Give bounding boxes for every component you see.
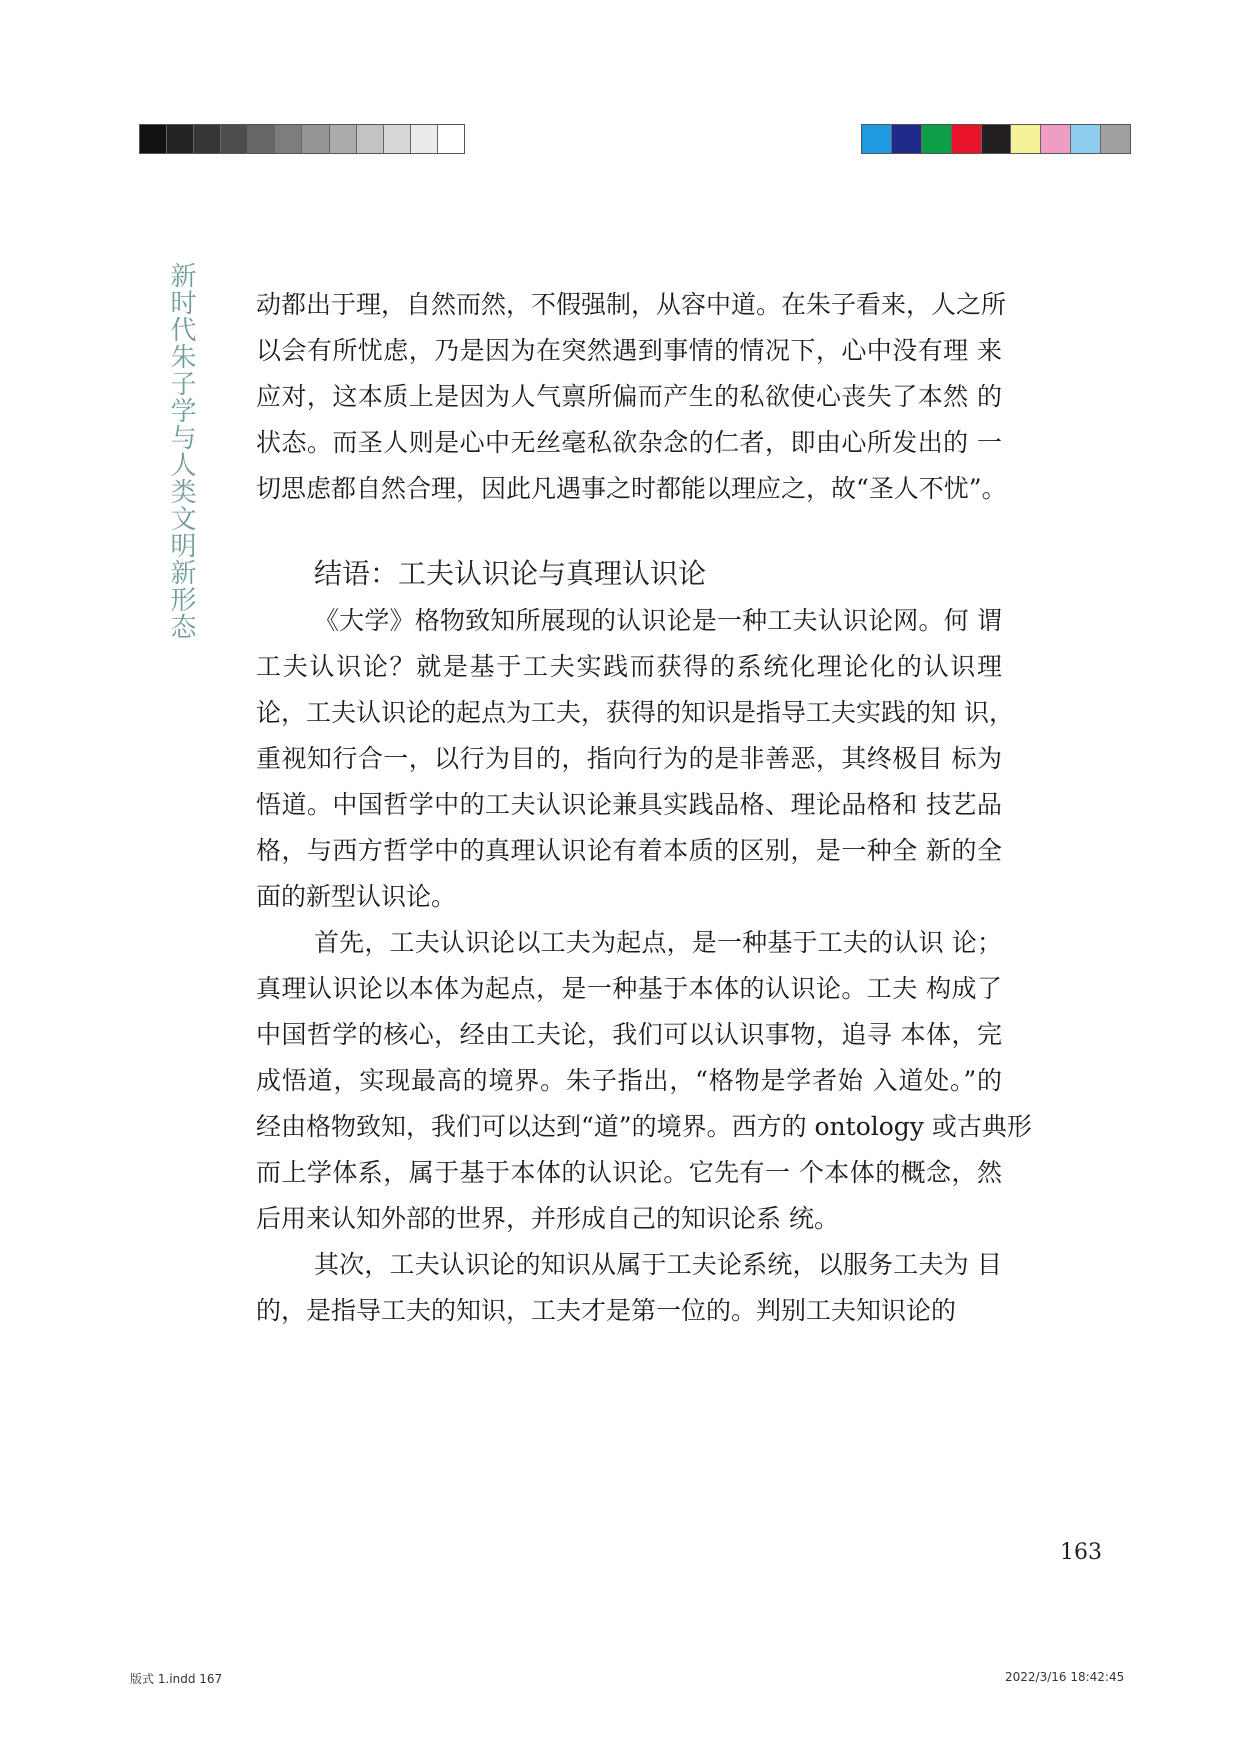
text-line: 中国哲学的核心，经由工夫论，我们可以认识事物，追寻 本体，完 — [256, 1020, 1002, 1049]
calibration-swatch — [194, 125, 221, 153]
calibration-swatch — [1011, 125, 1041, 153]
section-heading: 结语：工夫认识论与真理认识论 — [314, 557, 707, 590]
text-line: 的，是指导工夫的知识，工夫才是第一位的。判别工夫知识论的 — [256, 1296, 957, 1325]
calibration-swatch — [275, 125, 302, 153]
paragraph-1 — [256, 282, 1007, 512]
calibration-swatch — [1071, 125, 1101, 153]
text-line: 重视知行合一，以行为目的，指向行为的是非善恶，其终极目 标为 — [256, 744, 1002, 773]
footer-timestamp: 2022/3/16 18:42:45 — [1005, 1670, 1125, 1684]
grayscale-calibration-bar — [139, 124, 465, 154]
text-line: 动都出于理，自然而然，不假强制，从容中道。在朱子看来，人之所 — [256, 290, 1007, 319]
text-line: 《大学》格物致知所展现的认识论是一种工夫认识论网。何 谓 — [314, 606, 1002, 635]
body-text — [256, 282, 1032, 1334]
calibration-swatch — [357, 125, 384, 153]
color-calibration-bar — [861, 124, 1131, 154]
footer-file-name: 版式 1.indd 167 — [130, 1672, 223, 1686]
text-line: 真理认识论以本体为起点，是一种基于本体的认识论。工夫 构成了 — [256, 974, 1002, 1003]
page-number: 163 — [1060, 1540, 1102, 1565]
calibration-swatch — [892, 125, 922, 153]
calibration-swatch — [302, 125, 329, 153]
calibration-swatch — [248, 125, 275, 153]
paragraph-3 — [256, 920, 1032, 1242]
text-line: 格，与西方哲学中的真理认识论有着本质的区别，是一种全 新的全 — [256, 836, 1002, 865]
calibration-swatch — [862, 125, 892, 153]
text-line: 首先，工夫认识论以工夫为起点，是一种基于工夫的认识 论； — [314, 928, 1002, 957]
text-line: 经由格物致知，我们可以达到“道”的境界。西方的 ontology 或古典形 — [256, 1112, 1032, 1141]
calibration-swatch — [411, 125, 438, 153]
text-line: 悟道。中国哲学中的工夫认识论兼具实践品格、理论品格和 技艺品 — [256, 790, 1002, 819]
calibration-swatch — [438, 125, 464, 153]
text-line: 后用来认知外部的世界，并形成自己的知识论系 统。 — [256, 1204, 839, 1233]
running-head-vertical-title: 新时代朱子学与人类文明新形态 — [166, 262, 196, 640]
text-line: 其次，工夫认识论的知识从属于工夫论系统，以服务工夫为 目 — [314, 1250, 1002, 1279]
calibration-swatch — [922, 125, 952, 153]
text-line: 论，工夫认识论的起点为工夫，获得的知识是指导工夫实践的知 识， — [256, 698, 1014, 727]
calibration-swatch — [952, 125, 982, 153]
paragraph-4 — [256, 1242, 1002, 1334]
text-line: 成悟道，实现最高的境界。朱子指出，“格物是学者始 入道处。”的 — [256, 1066, 1002, 1095]
text-line: 工夫认识论？就是基于工夫实践而获得的系统化理论化的认识理 — [256, 652, 1002, 681]
calibration-swatch — [167, 125, 194, 153]
calibration-swatch — [1101, 125, 1130, 153]
calibration-swatch — [330, 125, 357, 153]
text-line: 切思虑都自然合理，因此凡遇事之时都能以理应之，故“圣人不忧”。 — [256, 474, 1007, 503]
calibration-swatch — [1041, 125, 1071, 153]
calibration-swatch — [140, 125, 167, 153]
calibration-swatch — [221, 125, 248, 153]
calibration-swatch — [982, 125, 1012, 153]
text-line: 应对，这本质上是因为人气禀所偏而产生的私欲使心丧失了本然 的 — [256, 382, 1002, 411]
text-line: 而上学体系，属于基于本体的认识论。它先有一 个本体的概念，然 — [256, 1158, 1002, 1187]
paragraph-2 — [256, 598, 1014, 920]
text-line: 状态。而圣人则是心中无丝毫私欲杂念的仁者，即由心所发出的 一 — [256, 428, 1002, 457]
text-line: 面的新型认识论。 — [256, 882, 457, 911]
text-line: 以会有所忧虑，乃是因为在突然遇到事情的情况下，心中没有理 来 — [256, 336, 1002, 365]
calibration-swatch — [384, 125, 411, 153]
